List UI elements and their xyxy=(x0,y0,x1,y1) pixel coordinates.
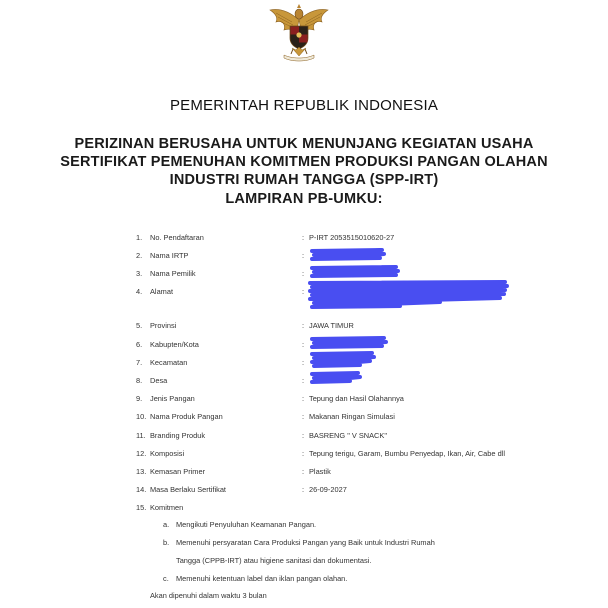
field-colon: : xyxy=(302,449,305,458)
field-colon: : xyxy=(302,431,305,440)
field-number: 4. xyxy=(136,287,143,296)
field-label: Kemasan Primer xyxy=(150,467,206,476)
commitment-text: Mengikuti Penyuluhan Keamanan Pangan. xyxy=(176,520,317,529)
commitment-text: Tangga (CPPB-IRT) atau higiene sanitasi dan dokumentasi. xyxy=(176,556,372,565)
field-value: BASRENG " V SNACK" xyxy=(309,431,387,440)
field-label: Nama IRTP xyxy=(150,251,189,260)
field-number: 9. xyxy=(136,394,143,403)
field-colon: : xyxy=(302,321,305,330)
field-number: 7. xyxy=(136,358,143,367)
field-value: Tepung terigu, Garam, Bumbu Penyedap, Ikan, Air, Cabe dll xyxy=(309,449,505,458)
field-value: P-IRT 2053515010620-27 xyxy=(309,233,395,242)
field-number: 1. xyxy=(136,233,143,242)
heading-line-3: INDUSTRI RUMAH TANGGA (SPP-IRT) xyxy=(169,172,439,188)
heading-line-2: SERTIFIKAT PEMENUHAN KOMITMEN PRODUKSI PANGAN OLAHAN xyxy=(60,154,548,170)
field-colon: : xyxy=(302,269,305,278)
field-value: 26-09-2027 xyxy=(309,485,347,494)
government-title: PEMERINTAH REPUBLIK INDONESIA xyxy=(169,97,439,114)
field-number: 10. xyxy=(136,412,147,421)
field-number: 13. xyxy=(136,467,147,476)
field-number: 15. xyxy=(136,503,147,512)
field-colon: : xyxy=(302,358,305,367)
field-colon: : xyxy=(302,467,305,476)
field-label: Alamat xyxy=(150,287,174,296)
field-label: Masa Berlaku Sertifikat xyxy=(150,485,226,494)
field-number: 5. xyxy=(136,321,143,330)
field-colon: : xyxy=(302,394,305,403)
field-value: JAWA TIMUR xyxy=(309,321,354,330)
field-colon: : xyxy=(302,251,305,260)
field-label: Nama Pemilik xyxy=(150,269,196,278)
field-number: 12. xyxy=(136,449,147,458)
heading-line-1: PERIZINAN BERUSAHA UNTUK MENUNJANG KEGIATAN USAHA xyxy=(74,136,534,152)
field-colon: : xyxy=(302,485,305,494)
field-value: Tepung dan Hasil Olahannya xyxy=(309,394,404,403)
field-label: Jenis Pangan xyxy=(150,394,195,403)
commitment-letter: c. xyxy=(163,574,169,583)
commitment-text: Memenuhi persyaratan Cara Produksi Pangan yang Baik untuk Industri Rumah xyxy=(176,538,435,547)
commitment-letter: a. xyxy=(163,520,170,529)
commitment-text: Memenuhi ketentuan label dan iklan pangan olahan. xyxy=(176,574,348,583)
field-number: 6. xyxy=(136,340,143,349)
field-value: Makanan Ringan Simulasi xyxy=(309,412,395,421)
field-colon: : xyxy=(302,376,305,385)
field-label: Provinsi xyxy=(150,321,177,330)
field-label: Komposisi xyxy=(150,449,185,458)
fulfillment-note: Akan dipenuhi dalam waktu 3 bulan xyxy=(150,591,267,600)
field-number: 8. xyxy=(136,376,143,385)
field-number: 14. xyxy=(136,485,147,494)
field-label: Komitmen xyxy=(150,503,184,512)
field-colon: : xyxy=(302,412,305,421)
field-label: No. Pendaftaran xyxy=(150,233,204,242)
field-number: 2. xyxy=(136,251,143,260)
garuda-emblem xyxy=(266,2,332,62)
field-label: Kabupten/Kota xyxy=(150,340,199,349)
field-value: Plastik xyxy=(309,467,331,476)
field-colon: : xyxy=(302,287,305,296)
field-colon: : xyxy=(302,340,305,349)
field-label: Kecamatan xyxy=(150,358,188,367)
field-label: Branding Produk xyxy=(150,431,206,440)
field-label: Desa xyxy=(150,376,168,385)
field-colon: : xyxy=(302,233,305,242)
field-label: Nama Produk Pangan xyxy=(150,412,223,421)
commitment-letter: b. xyxy=(163,538,170,547)
field-number: 3. xyxy=(136,269,143,278)
field-number: 11. xyxy=(136,431,146,440)
heading-line-4: LAMPIRAN PB-UMKU: xyxy=(225,191,383,207)
